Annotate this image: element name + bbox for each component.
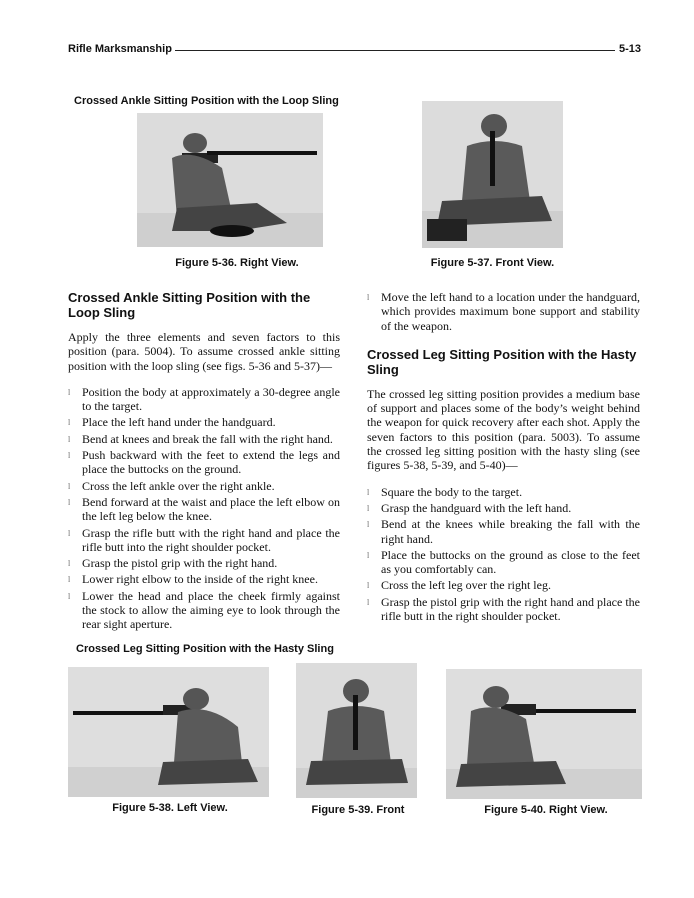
right-column <box>367 290 640 625</box>
bullet-marker: l <box>68 481 71 491</box>
bullet-marker: l <box>367 487 370 497</box>
list-item: l Move the left hand to a location under the handguard, which provides maximum bone support and stability of the weapon. <box>367 290 640 333</box>
list-item: l Place the left hand under the handguard. <box>68 415 276 430</box>
figure-5-37-caption: Figure 5-37. Front View. <box>430 257 555 269</box>
bullet-marker: l <box>68 591 71 601</box>
list-item: l Grasp the handguard with the left hand. <box>367 500 572 515</box>
bullet-marker: l <box>367 293 370 302</box>
list-item: l Grasp the pistol grip with the right hand. <box>68 556 278 571</box>
figure-5-36-photo <box>137 113 323 247</box>
list-item: l Push backward with the feet to extend the legs and place the buttocks on the ground. <box>68 448 340 477</box>
bullet-marker: l <box>68 575 71 585</box>
figure-5-40-caption: Figure 5-40. Right View. <box>484 804 608 816</box>
bullet-marker: l <box>68 387 71 397</box>
list-item: l Place the buttocks on the ground as close to the feet as you comfortably can. <box>367 547 640 577</box>
bullet-marker: l <box>68 418 71 428</box>
top-block-title: Crossed Ankle Sitting Position with the Loop Sling <box>74 95 339 107</box>
bullet-marker: l <box>68 451 71 461</box>
bullet-marker: l <box>68 434 71 444</box>
figure-5-39-caption: Figure 5-39. Front <box>311 804 405 816</box>
section-heading-crossed-ankle: Crossed Ankle Sitting Position with the Loop Sling <box>68 290 311 320</box>
list-item: l Lower right elbow to the inside of the right knee. <box>68 572 318 587</box>
bullet-marker: l <box>68 497 71 507</box>
list-item: l Position the body at approximately a 30-degree angle to the target. <box>68 384 340 414</box>
figure-5-37-photo <box>422 101 563 248</box>
section-heading-crossed-leg: Crossed Leg Sitting Position with the Hasty Sling <box>367 346 637 377</box>
running-header <box>68 43 641 59</box>
list-item: l Lower the head and place the cheek firmly against the stock to allow the aiming eye to look through the rear sight aperture. <box>68 588 340 632</box>
bottom-block-title: Crossed Leg Sitting Position with the Hasty Sling <box>76 643 334 655</box>
crossed-ankle-intro: Apply the three elements and seven factors to this position (para. 5004). To assume crossed ankle sitting position with the loop sling (see figs. 5-36 and 5-37)— <box>68 330 340 373</box>
bullet-marker: l <box>367 503 370 513</box>
figure-5-40-photo <box>446 669 642 799</box>
list-item: l Bend forward at the waist and place the left elbow on the left leg below the knee. <box>68 494 340 524</box>
crossed-ankle-steps <box>68 385 340 632</box>
figure-5-39-photo <box>296 663 417 798</box>
header-title: Rifle Marksmanship <box>68 43 175 55</box>
list-item: l Bend at knees and break the fall with the right hand. <box>68 431 333 446</box>
list-item: l Bend at the knees while breaking the fall with the right hand. <box>367 517 640 546</box>
list-item: l Cross the left leg over the right leg. <box>367 578 551 593</box>
figure-5-36-caption: Figure 5-36. Right View. <box>175 257 299 269</box>
left-column <box>68 290 340 634</box>
crossed-ankle-steps-continued <box>367 290 640 333</box>
bullet-marker: l <box>367 520 370 530</box>
crossed-leg-intro: The crossed leg sitting position provides a medium base of support and places some of the body’s weight behind the weapon for quick recovery after each shot. Apply the seven factors to this position (para. 5003). To assume the crossed leg sitting position with the hasty sling (see figures 5-38, 5-39, and 5-40)— <box>367 386 640 473</box>
list-item: l Square the body to the target. <box>367 484 523 499</box>
bullet-marker: l <box>367 550 370 560</box>
list-item: l Cross the left ankle over the right ankle. <box>68 478 275 493</box>
bullet-marker: l <box>68 559 71 569</box>
list-item: l Grasp the pistol grip with the right hand and place the rifle butt in the right shoulder pocket. <box>367 594 640 624</box>
list-item: l Grasp the rifle butt with the right hand and place the rifle butt into the right shoulder pocket. <box>68 525 340 554</box>
bullet-marker: l <box>68 528 71 538</box>
bullet-marker: l <box>367 581 370 591</box>
crossed-leg-steps <box>367 485 640 624</box>
figure-5-38-caption: Figure 5-38. Left View. <box>112 802 228 814</box>
bullet-marker: l <box>367 597 370 607</box>
page-number: 5-13 <box>615 43 641 55</box>
figure-5-38-photo <box>68 667 269 797</box>
